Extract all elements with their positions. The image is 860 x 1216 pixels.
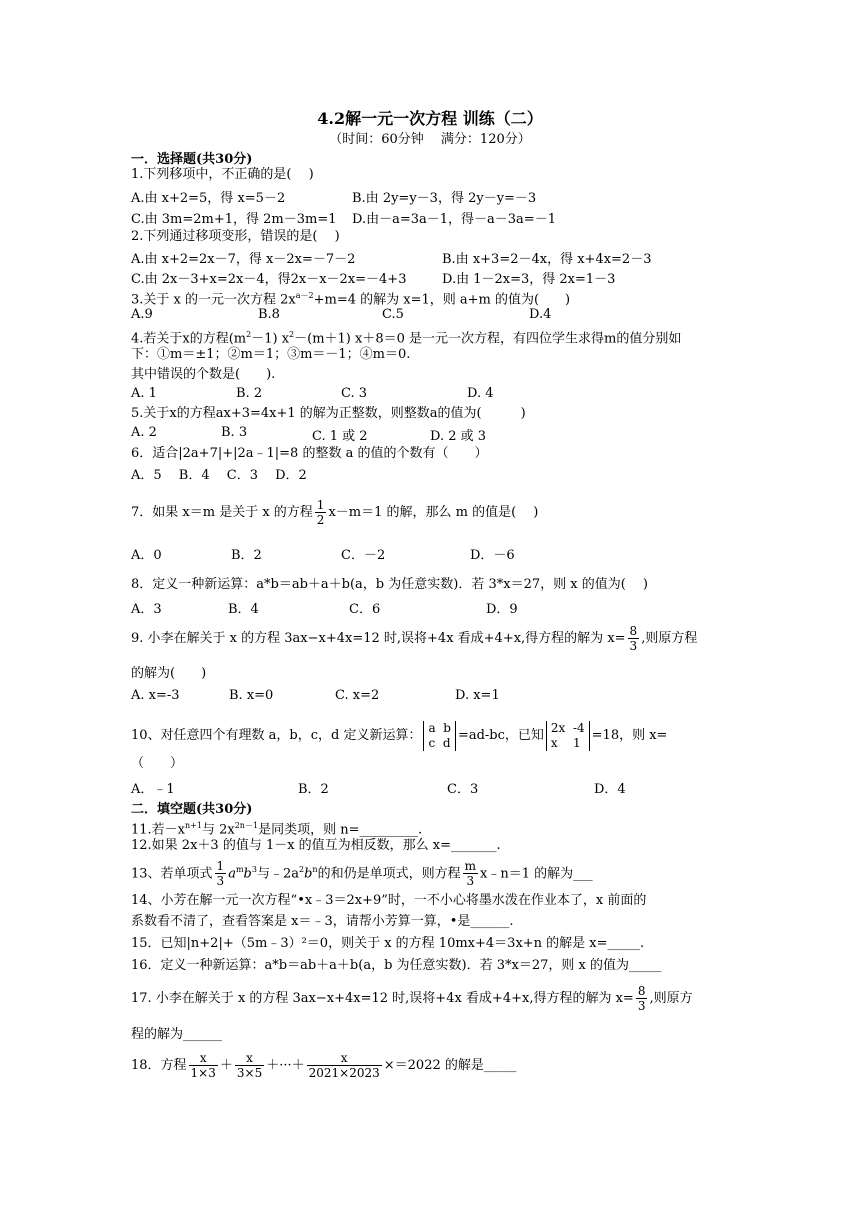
question-12: 12.如果 2x＋3 的值与 1－x 的值互为相反数，那么 x=_______. (131, 838, 501, 853)
q4-exponent-2: 2 (289, 330, 295, 339)
question-11 (131, 817, 422, 838)
q13-text-2: 与﹣2a (256, 866, 299, 882)
q18-fraction-2 (235, 1051, 264, 1080)
q10-text-2: =ad-bc，已知 (457, 728, 544, 743)
q9-option-b: B. x=0 (229, 688, 274, 703)
question-9-line-2: 的解为( ) (131, 666, 207, 681)
q11-text-1: 11.若－x (131, 822, 186, 838)
question-17-line-2: 程的解为______ (131, 1027, 223, 1042)
question-5: 5.关于x的方程ax+3=4x+1 的解为正整数，则整数a的值为( ) (131, 406, 526, 421)
q10-option-b: B．2 (298, 782, 329, 797)
question-8: 8．定义一种新运算：a*b＝ab＋a＋b(a，b 为任意实数)．若 3*x＝27，则 x 的值为( ) (131, 577, 648, 592)
q10-det1-row-2: c d (428, 735, 451, 750)
q18-fraction-3 (307, 1051, 382, 1080)
q9-fraction (628, 624, 640, 653)
q3-text-2: +m=4 的解为 x=1，则 a+m 的值为( ) (313, 292, 571, 308)
q10-determinant-def (423, 721, 455, 751)
q7-option-c: C．－2 (341, 548, 386, 563)
q3-option-a: A.9 (131, 307, 153, 322)
question-10 (131, 716, 667, 756)
q9-text-2: ,则原方程 (641, 631, 698, 646)
q4-option-b: B. 2 (236, 386, 263, 401)
q3-option-c: C.5 (382, 307, 404, 322)
q8-option-a: A．3 (131, 602, 162, 617)
page-subtitle: （时间：60分钟 满分：120分） (329, 132, 531, 147)
q10-determinant-given (546, 721, 590, 751)
question-4-line-3: 其中错误的个数是( ). (131, 367, 276, 382)
page-title: 4.2解一元一次方程 训练（二） (317, 109, 543, 128)
q2-option-c: C.由 2x－3+x=2x－4，得2x－x－2x=－4+3 (131, 272, 407, 287)
q4-option-a: A. 1 (131, 386, 157, 401)
q3-text-1: 3.关于 x 的一元一次方程 2x (131, 292, 296, 308)
q10-det1-row-1: a b (428, 720, 451, 735)
section-fill-heading: 二．填空题(共30分) (131, 802, 253, 817)
q7-option-b: B．2 (231, 548, 262, 563)
q10-text-3: =18，则 x= (591, 728, 668, 743)
q5-option-c: C. 1 或 2 (312, 429, 368, 444)
question-2: 2.下列通过移项变形，错误的是( ) (131, 229, 340, 244)
q13-text-1: 13、若单项式 (131, 866, 213, 882)
q2-option-a: A.由 x+2=2x－7，得 x－2x=－7－2 (131, 252, 356, 267)
q1-option-a: A.由 x+2=5，得 x=5－2 (131, 191, 286, 206)
q3-exponent: a－2 (295, 291, 314, 300)
q10-text-1: 10、对任意四个有理数 a，b，c，d 定义新运算： (131, 728, 422, 743)
q9-denominator: 3 (629, 639, 638, 653)
q13-denominator-1: 3 (216, 874, 225, 889)
q13-numerator-1: 1 (216, 859, 225, 874)
q7-text-2: x－m＝1 的解，那么 m 的值是( ) (328, 505, 539, 520)
q13-text-3: 的和仍是单项式，则方程 (317, 866, 461, 882)
q11-exponent-1: n+1 (185, 821, 202, 830)
q1-option-c: C.由 3m=2m+1，得 2m－3m=1 (131, 212, 337, 227)
q5-option-a: A. 2 (131, 425, 157, 440)
question-7 (131, 496, 538, 530)
section-choice-heading: 一．选择题(共30分) (131, 152, 253, 167)
q10-det2-row-2: x 1 (550, 735, 581, 750)
q7-text-1: 7．如果 x＝m 是关于 x 的方程 (131, 505, 313, 520)
q1-option-b: B.由 2y=y－3，得 2y－y=－3 (352, 191, 537, 206)
q10-option-a: A．﹣1 (131, 782, 175, 797)
q17-denominator: 3 (637, 999, 646, 1013)
q17-numerator: 8 (637, 984, 646, 998)
q18-text-2: ×＝2022 的解是_____ (383, 1058, 517, 1073)
question-4 (131, 326, 681, 347)
question-18 (131, 1046, 516, 1086)
q9-option-c: C. x=2 (335, 688, 380, 703)
q18-numerator-1: x (189, 1051, 218, 1066)
question-9 (131, 622, 697, 656)
q18-numerator-3: x (307, 1051, 382, 1066)
q18-denominator-2: 3×5 (236, 1066, 263, 1080)
q10-option-c: C．3 (447, 782, 479, 797)
q4-option-c: C. 3 (341, 386, 368, 401)
question-17 (131, 979, 693, 1019)
q13-var-a: a (228, 866, 236, 882)
q3-option-b: B.8 (258, 307, 280, 322)
q17-text-2: ,则原方 (649, 991, 693, 1006)
q9-numerator: 8 (629, 624, 638, 638)
q17-text-1: 17. 小李在解关于 x 的方程 3ax−x+4x=12 时,误将+4x 看成+4+x,得方程的解为 x= (131, 991, 634, 1006)
q8-option-d: D．9 (486, 602, 518, 617)
question-14: 14、小芳在解一元一次方程“•x﹣3＝2x+9”时，一不小心将墨水泼在作业本了，x 前面的 (131, 893, 647, 908)
q11-text-2: 与 2x (201, 822, 235, 838)
q8-option-b: B．4 (228, 602, 259, 617)
q5-option-d: D. 2 或 3 (430, 429, 487, 444)
q13-denominator-2: 3 (466, 874, 475, 889)
q18-numerator-2: x (235, 1051, 264, 1066)
q13-fraction-1 (215, 859, 227, 888)
q18-denominator-3: 2021×2023 (308, 1066, 380, 1080)
q8-option-c: C．6 (349, 602, 381, 617)
question-1: 1.下列移项中，不正确的是( ) (131, 167, 314, 182)
q13-fraction-2 (463, 859, 478, 888)
q13-var-b2: b (304, 866, 313, 882)
q18-denominator-1: 1×3 (190, 1066, 216, 1080)
question-16: 16．定义一种新运算：a*b＝ab＋a＋b(a，b 为任意实数)．若 3*x＝27，则 x 的值为_____ (131, 958, 662, 973)
q4-text-2: －1) x (251, 331, 290, 347)
q18-plus: ＋ (219, 1058, 233, 1073)
q2-option-b: B.由 x+3=2－4x，得 x+4x=2－3 (442, 252, 652, 267)
q4-text-1: 4.若关于x的方程(m (131, 331, 247, 347)
q7-option-d: D．－6 (470, 548, 515, 563)
q10-option-d: D．4 (594, 782, 626, 797)
q13-exponent-m: m (235, 865, 244, 874)
q13-exponent-3: 3 (251, 865, 257, 874)
q18-fraction-1 (189, 1051, 218, 1080)
q9-option-d: D. x=1 (455, 688, 500, 703)
q3-option-d: D.4 (529, 307, 552, 322)
question-13 (131, 854, 593, 890)
q13-var-b: b (243, 866, 252, 882)
q7-option-a: A．0 (131, 548, 162, 563)
q11-exponent-2: 2n－1 (234, 821, 259, 830)
question-15: 15．已知|n+2|+（5m﹣3）²＝0，则关于 x 的方程 10mx+4＝3x+n 的解是 x=_____. (131, 936, 645, 951)
q18-ellipsis: ＋···＋ (266, 1058, 305, 1073)
q13-exponent-2: 2 (299, 865, 305, 874)
q13-exponent-n: n (312, 865, 318, 874)
q9-text-1: 9. 小李在解关于 x 的方程 3ax−x+4x=12 时,误将+4x 看成+4+x,得方程的解为 x= (131, 631, 626, 646)
q7-fraction (315, 498, 327, 527)
question-6: 6．适合|2a+7|+|2a﹣1|=8 的整数 a 的值的个数有（ ） (131, 446, 488, 461)
q4-option-d: D. 4 (467, 386, 494, 401)
q1-option-d: D.由－a=3a－1，得－a－3a=－1 (352, 212, 556, 227)
q4-exponent-1: 2 (246, 330, 252, 339)
q9-option-a: A. x=-3 (131, 688, 180, 703)
q7-denominator: 2 (316, 513, 325, 527)
q4-text-3: －(m＋1) x＋8＝0 是一元一次方程，有四位学生求得m的值分别如 (294, 331, 682, 347)
q6-options: A．5 B．4 C．3 D．2 (131, 468, 307, 483)
q17-fraction (636, 984, 648, 1013)
q10-det2-row-1: 2x -4 (550, 720, 585, 735)
question-3 (131, 287, 570, 308)
question-4-line-2: 下：①m＝±1；②m＝1；③m＝－1；④m＝0. (131, 347, 411, 362)
question-10-line-2: （ ） (131, 756, 184, 771)
q2-option-d: D.由 1－2x=3，得 2x=1－3 (442, 272, 616, 287)
q18-text-1: 18．方程 (131, 1058, 187, 1073)
q13-text-4: x﹣n＝1 的解为___ (479, 866, 593, 882)
q13-numerator-2: m (464, 859, 476, 874)
q7-numerator: 1 (316, 498, 325, 512)
q11-text-3: 是同类项，则 n=_________. (258, 822, 423, 838)
q5-option-b: B. 3 (221, 425, 248, 440)
question-14-line-2: 系数看不清了，查看答案是 x＝﹣3，请帮小芳算一算，•是______. (131, 914, 514, 929)
